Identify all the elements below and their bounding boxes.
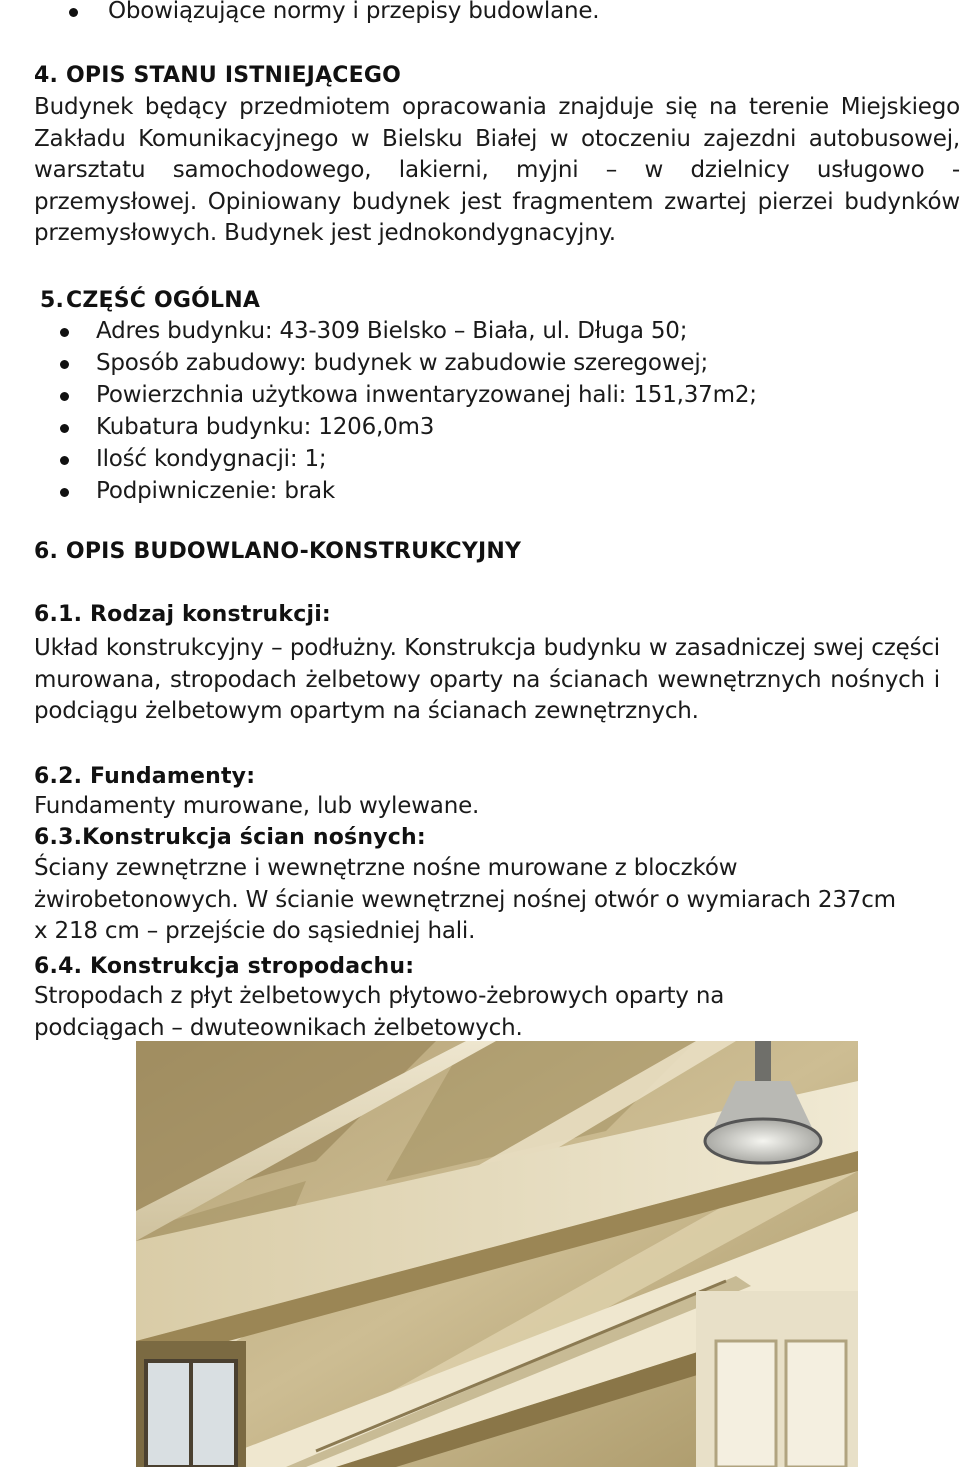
sub3-heading: 6.3.Konstrukcja ścian nośnych: bbox=[34, 825, 426, 850]
list-item: Adres budynku: 43-309 Bielsko – Biała, ul. Długa 50; bbox=[96, 318, 688, 344]
bullet-dot bbox=[60, 360, 69, 369]
bullet-dot bbox=[60, 392, 69, 401]
list-item: Podpiwniczenie: brak bbox=[96, 478, 336, 504]
bullet-dot bbox=[60, 328, 69, 337]
bullet-dot bbox=[60, 456, 69, 465]
list-item: Sposób zabudowy: budynek w zabudowie szeregowej; bbox=[96, 350, 709, 376]
sub4-text: Stropodach z płyt żelbetowych płytowo-żebrowych oparty na podciągach – dwuteownikach żelbetowych. bbox=[34, 983, 725, 1041]
sub4-heading: 6.4. Konstrukcja stropodachu: bbox=[34, 954, 415, 979]
list-item: Kubatura budynku: 1206,0m3 bbox=[96, 414, 435, 440]
list-item: Powierzchnia użytkowa inwentaryzowanej hali: 151,37m2; bbox=[96, 382, 757, 408]
sub2-heading: 6.2. Fundamenty: bbox=[34, 764, 256, 789]
bullet-dot bbox=[60, 424, 69, 433]
section6-title: 6. OPIS BUDOWLANO-KONSTRUKCYJNY bbox=[34, 539, 522, 564]
sub1-text: Układ konstrukcyjny – podłużny. Konstrukcja budynku w zasadniczej swej części murowana, stropodach żelbetowy oparty na ścianach wewnętrznych nośnych i podciągu żelbetowym opartym na ścianach zewnętrznych. bbox=[34, 635, 940, 725]
ceiling-photo bbox=[136, 1041, 858, 1467]
section4-title: OPIS STANU ISTNIEJĄCEGO bbox=[66, 63, 402, 88]
section4-paragraph: Budynek będący przedmiotem opracowania znajduje się na terenie Miejskiego Zakładu Komunikacyjnego w Bielsku Białej w otoczeniu zajezdni autobusowej, warsztatu samochodowego, lakierni, myjni – w dzielnicy usługowo - przemysłowej. Opiniowany budynek jest fragmentem zwartej pierzei budynków przemysłowych. Budynek jest jednokondygnacyjny. bbox=[34, 94, 960, 247]
sub2-text: Fundamenty murowane, lub wylewane. bbox=[34, 793, 480, 819]
top-bullet-text: Obowiązujące normy i przepisy budowlane. bbox=[108, 0, 600, 24]
section5-title: CZĘŚĆ OGÓLNA bbox=[66, 288, 261, 313]
sub3-text: Ściany zewnętrzne i wewnętrzne nośne murowane z bloczków żwirobetonowych. W ścianie wewnętrznej nośnej otwór o wymiarach 237cm x 218 cm – przejście do sąsiedniej hali. bbox=[34, 855, 896, 945]
section5-number: 5. bbox=[40, 288, 65, 313]
bullet-dot bbox=[69, 8, 78, 17]
section4-number: 4. bbox=[34, 63, 59, 88]
sub1-heading: 6.1. Rodzaj konstrukcji: bbox=[34, 602, 331, 627]
list-item: Ilość kondygnacji: 1; bbox=[96, 446, 327, 472]
bullet-dot bbox=[60, 488, 69, 497]
ceiling-photo-image bbox=[136, 1041, 858, 1467]
